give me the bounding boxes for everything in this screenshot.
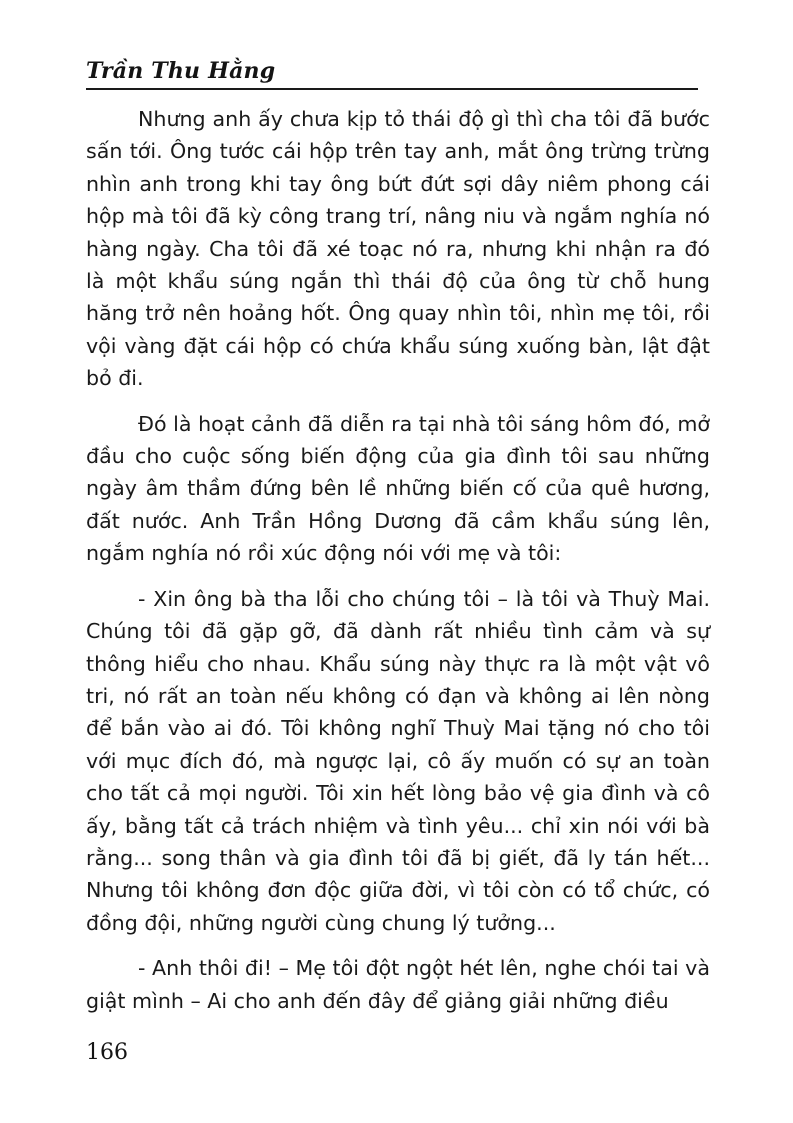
header-rule — [86, 88, 698, 90]
paragraph-4: - Anh thôi đi! – Mẹ tôi đột ngột hét lên, nghe chói tai và giật mình – Ai cho anh đến đây để giảng giải những điều — [86, 956, 710, 1013]
paragraph-1: Nhưng anh ấy chưa kịp tỏ thái độ gì thì cha tôi đã bước sấn tới. Ông tước cái hộp trên tay anh, mắt ông trừng trừng nhìn anh trong khi tay ông bứt đứt sợi dây niêm phong cái hộp mà tôi đã kỳ công trang trí, nâng niu và ngắm nghía nó hàng ngày. Cha tôi đã xé toạc nó ra, nhưng khi nhận ra đó là một khẩu súng ngắn thì thái độ của ông từ chỗ hung hăng trở nên hoảng hốt. Ông quay nhìn tôi, nhìn mẹ tôi, rồi vội vàng đặt cái hộp có chứa khẩu súng xuống bàn, lật đật bỏ đi. — [86, 107, 710, 391]
paragraph-2: Đó là hoạt cảnh đã diễn ra tại nhà tôi sáng hôm đó, mở đầu cho cuộc sống biến động của gia đình tôi sau những ngày âm thầm đứng bên lề những biến cố của quê hương, đất nước. Anh Trần Hồng Dương đã cầm khẩu súng lên, ngắm nghía nó rồi xúc động nói với mẹ và tôi: — [86, 411, 710, 566]
running-head-author: Trần Thu Hằng — [86, 58, 276, 84]
body-text — [86, 103, 710, 1017]
page-number: 166 — [86, 1040, 128, 1065]
paragraph-3: - Xin ông bà tha lỗi cho chúng tôi – là tôi và Thuỳ Mai. Chúng tôi đã gặp gỡ, đã dành rất nhiều tình cảm và sự thông hiểu cho nhau. Khẩu súng này thực ra là một vật vô tri, nó rất an toàn nếu không có đạn và không ai lên nòng để bắn vào ai đó. Tôi không nghĩ Thuỳ Mai tặng nó cho tôi với mục đích đó, mà ngược lại, cô ấy muốn có sự an toàn cho tất cả mọi người. Tôi xin hết lòng bảo vệ gia đình và cô ấy, bằng tất cả trách nhiệm và tình yêu... chỉ xin nói với bà rằng... song thân và gia đình tôi đã bị giết, đã ly tán hết... Nhưng tôi không đơn độc giữa đời, vì tôi còn có tổ chức, có đồng đội, những người cùng chung lý tưởng... — [86, 586, 710, 935]
